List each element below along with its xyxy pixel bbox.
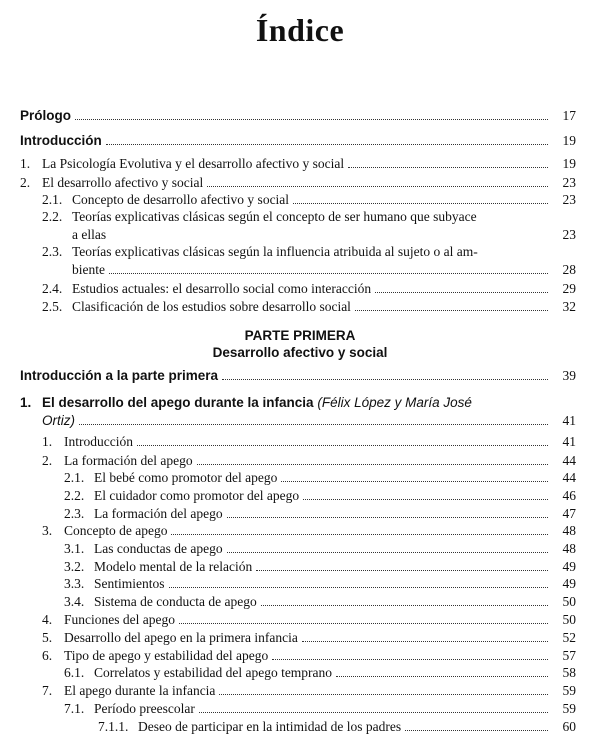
toc-number: 3.2.	[64, 559, 85, 574]
toc-number: 3.3.	[64, 576, 85, 591]
chapter-number: 1.	[20, 395, 32, 410]
toc-page-number: 48	[562, 523, 576, 538]
toc-page-number: 28	[562, 262, 576, 277]
toc-page-number: 49	[562, 559, 576, 574]
dot-leader	[171, 533, 548, 535]
toc-entry-chapter1[interactable]	[42, 413, 576, 429]
toc-number: 2.2.	[42, 209, 63, 224]
toc-entry[interactable]	[64, 506, 576, 522]
toc-label: Introducción	[20, 133, 102, 148]
toc-entry-first-line	[42, 209, 477, 225]
toc-entry-first-line	[42, 244, 478, 260]
dot-leader	[336, 675, 548, 677]
toc-page-number: 59	[562, 701, 576, 716]
part-heading: PARTE PRIMERA	[244, 328, 356, 343]
toc-entry[interactable]	[64, 576, 576, 592]
toc-label: Período preescolar	[94, 701, 195, 716]
toc-label: Estudios actuales: el desarrollo social como interacción	[72, 281, 372, 296]
toc-label: Concepto de desarrollo afectivo y social	[72, 192, 290, 207]
toc-number: 6.	[42, 648, 53, 663]
toc-label: Prólogo	[20, 108, 71, 123]
toc-number: 3.1.	[64, 541, 85, 556]
toc-label: Teorías explicativas clásicas según el concepto de ser humano que subyace	[72, 209, 477, 224]
toc-label: Modelo mental de la relación	[94, 559, 253, 574]
toc-page-number: 41	[562, 434, 576, 449]
toc-entry[interactable]	[42, 648, 576, 664]
dot-leader	[106, 143, 548, 145]
toc-page-number: 48	[562, 541, 576, 556]
toc-entry[interactable]	[42, 630, 576, 646]
toc-number: 2.3.	[64, 506, 85, 521]
dot-leader	[179, 622, 548, 624]
toc-entry[interactable]	[64, 594, 576, 610]
dot-leader	[79, 423, 548, 425]
dot-leader	[227, 551, 548, 553]
dot-leader	[261, 604, 548, 606]
dot-leader	[303, 498, 548, 500]
toc-entry[interactable]	[42, 683, 576, 699]
toc-entry[interactable]	[20, 175, 576, 191]
toc-entry-introduccion[interactable]	[20, 133, 576, 149]
dot-leader	[355, 309, 548, 311]
toc-entry[interactable]	[42, 612, 576, 628]
toc-label: Funciones del apego	[64, 612, 175, 627]
toc-entry[interactable]	[42, 192, 576, 208]
dot-leader	[281, 480, 548, 482]
toc-page-number: 59	[562, 683, 576, 698]
toc-label: Desarrollo del apego en la primera infancia	[64, 630, 298, 645]
toc-label: La formación del apego	[64, 453, 193, 468]
toc-entry[interactable]	[42, 281, 576, 297]
chapter-title-text: El desarrollo del apego durante la infancia	[42, 395, 314, 410]
toc-page-number: 47	[562, 506, 576, 521]
toc-page-number: 46	[562, 488, 576, 503]
dot-leader	[197, 463, 548, 465]
dot-leader	[207, 185, 548, 187]
toc-label: El desarrollo afectivo y social	[42, 175, 204, 190]
toc-page-number: 50	[562, 594, 576, 609]
toc-page-number: 39	[562, 368, 576, 383]
toc-number: 4.	[42, 612, 53, 627]
dot-leader	[219, 693, 548, 695]
toc-entry[interactable]	[64, 559, 576, 575]
dot-leader	[405, 729, 548, 731]
toc-label: a ellas	[72, 227, 107, 242]
chapter-authors-cont: Ortiz)	[42, 413, 75, 428]
toc-page-number: 44	[562, 453, 576, 468]
chapter-authors: (Félix López y María José	[317, 395, 472, 410]
dot-leader	[227, 516, 548, 518]
toc-label: Deseo de participar en la intimidad de los padres	[138, 719, 402, 734]
toc-entry[interactable]	[64, 665, 576, 681]
toc-number: 3.4.	[64, 594, 85, 609]
dot-leader	[169, 586, 549, 588]
toc-page-number: 49	[562, 576, 576, 591]
toc-label: Sistema de conducta de apego	[94, 594, 257, 609]
toc-number: 2.3.	[42, 244, 63, 259]
toc-page-number: 58	[562, 665, 576, 680]
toc-label: Clasificación de los estudios sobre desarrollo social	[72, 299, 351, 314]
dot-leader	[222, 378, 548, 380]
toc-number: 1.	[42, 434, 53, 449]
toc-page-number: 23	[562, 175, 576, 190]
toc-label: Las conductas de apego	[94, 541, 223, 556]
toc-number: 2.	[42, 453, 53, 468]
part-subtitle: Desarrollo afectivo y social	[212, 345, 388, 360]
toc-page-number: 50	[562, 612, 576, 627]
toc-page-number: 32	[562, 299, 576, 314]
toc-number: 2.4.	[42, 281, 63, 296]
toc-entry[interactable]	[64, 541, 576, 557]
dot-leader	[137, 444, 548, 446]
toc-label: El cuidador como promotor del apego	[94, 488, 300, 503]
dot-leader	[256, 569, 548, 571]
toc-entry[interactable]	[42, 434, 576, 450]
dot-leader	[199, 711, 548, 713]
page-title: Índice	[255, 12, 345, 48]
toc-page-number: 60	[562, 719, 576, 734]
toc-page-number: 41	[562, 413, 576, 428]
dot-leader	[109, 272, 548, 274]
toc-number: 6.1.	[64, 665, 85, 680]
toc-entry[interactable]	[64, 488, 576, 504]
toc-page-number: 29	[562, 281, 576, 296]
toc-label: El apego durante la infancia	[64, 683, 216, 698]
toc-number: 2.1.	[64, 470, 85, 485]
toc-label: La formación del apego	[94, 506, 223, 521]
toc-page-number: 23	[562, 192, 576, 207]
toc-number: 2.2.	[64, 488, 85, 503]
toc-number: 5.	[42, 630, 53, 645]
toc-entry[interactable]	[64, 701, 576, 717]
toc-number: 3.	[42, 523, 53, 538]
toc-entry[interactable]	[20, 156, 576, 172]
toc-page-number: 17	[562, 108, 576, 123]
dot-leader	[75, 118, 548, 120]
toc-label: biente	[72, 262, 105, 277]
toc-label: Sentimientos	[94, 576, 165, 591]
toc-page-number: 19	[562, 156, 576, 171]
toc-entry[interactable]	[42, 523, 576, 539]
toc-number: 1.	[20, 156, 31, 171]
toc-entry[interactable]	[64, 470, 576, 486]
dot-leader	[272, 658, 548, 660]
toc-entry[interactable]	[72, 227, 576, 243]
dot-leader	[302, 640, 548, 642]
toc-entry-prologo[interactable]	[20, 108, 576, 124]
toc-page-number: 52	[562, 630, 576, 645]
toc-number: 7.1.1.	[98, 719, 129, 734]
toc-number: 2.	[20, 175, 31, 190]
chapter-title[interactable]	[20, 395, 472, 411]
toc-page-number: 57	[562, 648, 576, 663]
toc-number: 2.1.	[42, 192, 63, 207]
toc-label: Teorías explicativas clásicas según la influencia atribuida al sujeto o al am-	[72, 244, 478, 259]
toc-entry[interactable]	[72, 262, 576, 278]
toc-entry-intro-parte[interactable]	[20, 368, 576, 384]
toc-label: Introducción	[64, 434, 133, 449]
toc-entry[interactable]	[42, 453, 576, 469]
toc-label: Tipo de apego y estabilidad del apego	[64, 648, 269, 663]
toc-number: 7.1.	[64, 701, 85, 716]
toc-entry[interactable]	[98, 719, 576, 735]
toc-label: Correlatos y estabilidad del apego temprano	[94, 665, 333, 680]
toc-page-number: 23	[562, 227, 576, 242]
toc-number: 7.	[42, 683, 53, 698]
toc-label: El bebé como promotor del apego	[94, 470, 278, 485]
dot-leader	[110, 237, 548, 239]
dot-leader	[375, 291, 548, 293]
toc-page-number: 19	[562, 133, 576, 148]
toc-label: Introducción a la parte primera	[20, 368, 219, 383]
toc-page-number: 44	[562, 470, 576, 485]
toc-label: Concepto de apego	[64, 523, 168, 538]
toc-label: La Psicología Evolutiva y el desarrollo afectivo y social	[42, 156, 345, 171]
toc-entry[interactable]	[42, 299, 576, 315]
dot-leader	[348, 166, 548, 168]
dot-leader	[293, 202, 548, 204]
toc-number: 2.5.	[42, 299, 63, 314]
